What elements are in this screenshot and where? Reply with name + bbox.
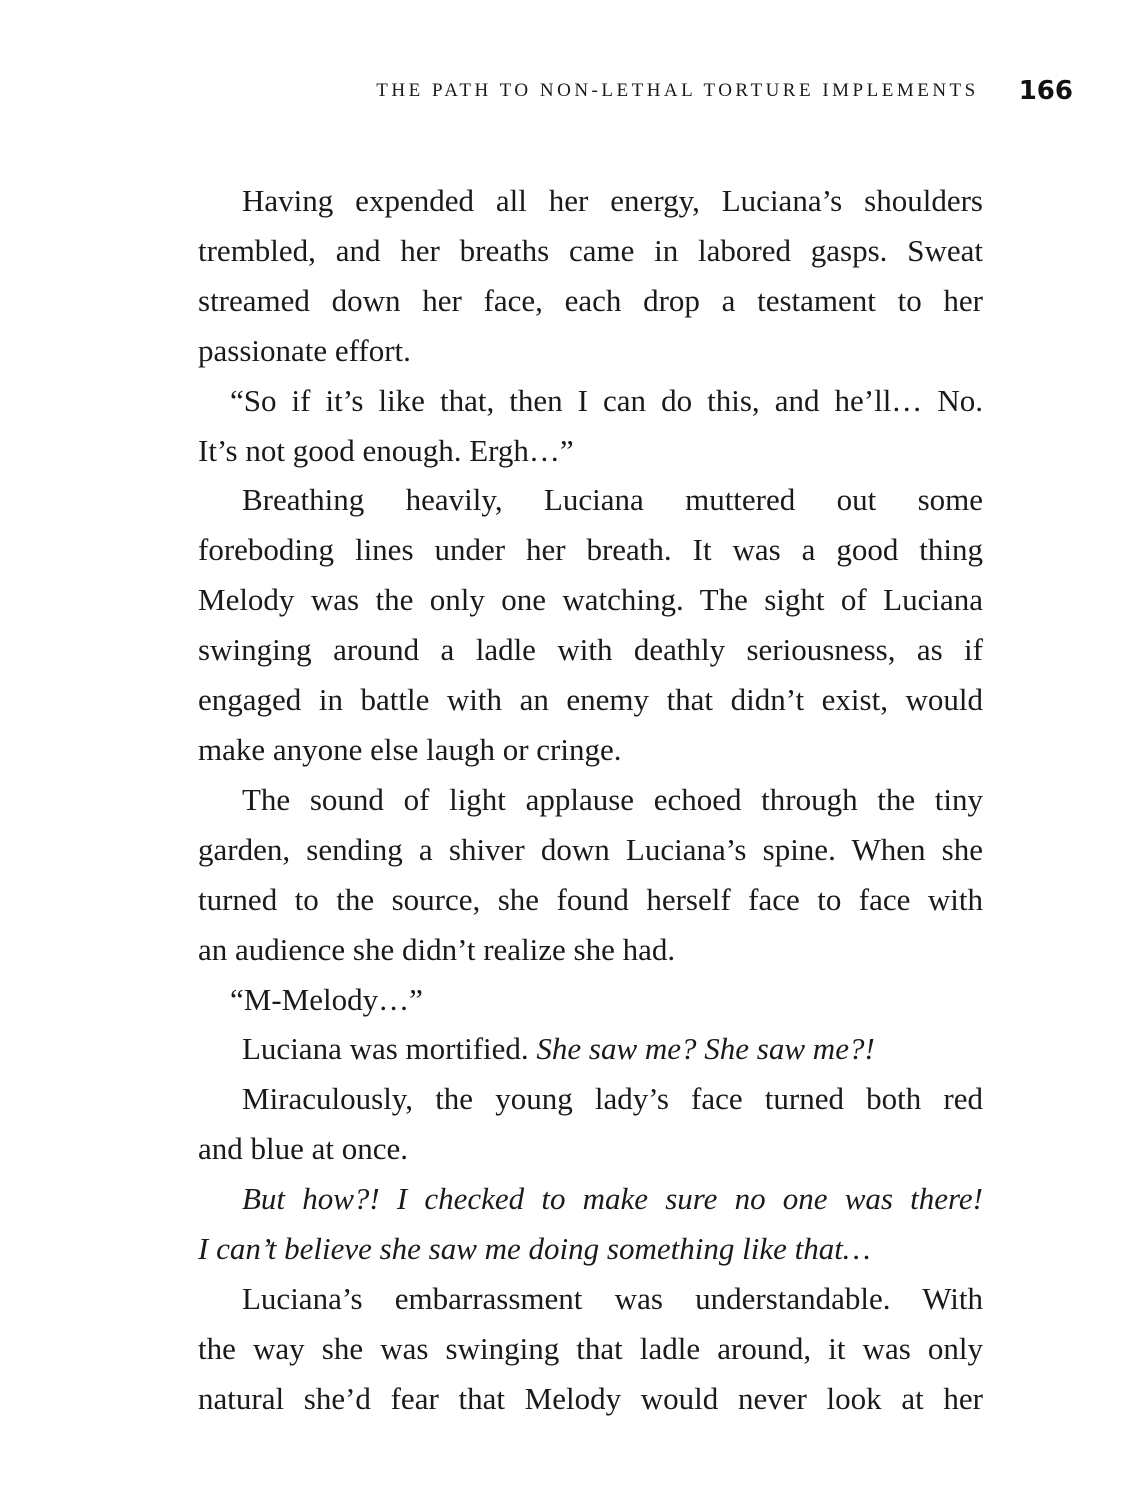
- line-text: Having expended all her energy, Luciana’s shoulders: [242, 183, 983, 218]
- line-text: garden, sending a shiver down Luciana’s spine. When she: [198, 831, 983, 867]
- line-text: Luciana’s embarrassment was understandable. With: [242, 1280, 983, 1316]
- text-line: [198, 675, 983, 725]
- line-text: I can’t believe she saw me doing something like that…: [198, 1231, 871, 1267]
- text-line: [198, 1274, 983, 1324]
- line-text: foreboding lines under her breath. It was a good thing: [198, 532, 983, 568]
- line-text: Luciana was mortified.: [242, 1031, 537, 1067]
- text-line: [198, 1174, 983, 1224]
- chapter-title: THE PATH TO NON-LETHAL TORTURE IMPLEMENTS: [376, 80, 979, 101]
- text-line: [198, 1074, 983, 1124]
- line-text: trembled, and her breaths came in labored gasps. Sweat: [198, 232, 983, 268]
- line-text: make anyone else laugh or cringe.: [198, 731, 622, 767]
- line-text: Melody was the only one watching. The sight of Luciana: [198, 582, 983, 618]
- line-text: swinging around a ladle with deathly seriousness, as if: [198, 632, 983, 668]
- text-line: [198, 1374, 983, 1424]
- line-text: passionate effort.: [198, 332, 411, 368]
- line-text: and blue at once.: [198, 1131, 409, 1167]
- line-text: natural she’d fear that Melody would never look at her: [198, 1380, 983, 1416]
- line-text: It’s not good enough. Ergh…”: [198, 432, 574, 468]
- body-text: [198, 176, 983, 1424]
- line-text: engaged in battle with an enemy that didn’t exist, would: [198, 682, 983, 718]
- line-text: “So if it’s like that, then I can do this, and he’ll… No.: [230, 382, 983, 418]
- line-text: streamed down her face, each drop a testament to her: [198, 282, 983, 318]
- line-text: “M-Melody…”: [230, 981, 423, 1017]
- page-number: 166: [1018, 76, 1073, 106]
- text-line: [198, 825, 983, 875]
- text-line: [198, 525, 983, 575]
- running-header: [180, 76, 1073, 106]
- text-line: [198, 475, 983, 525]
- text-line: [198, 326, 983, 376]
- text-line: [198, 226, 983, 276]
- line-text: turned to the source, she found herself face to face with: [198, 881, 983, 917]
- text-line: [198, 276, 983, 326]
- text-line: [198, 975, 983, 1025]
- text-line: [198, 1224, 983, 1274]
- italic-thought: She saw me? She saw me?!: [536, 1031, 875, 1067]
- text-line: [198, 1124, 983, 1174]
- line-text: an audience she didn’t realize she had.: [198, 931, 676, 967]
- text-line: [198, 875, 983, 925]
- text-line: [198, 625, 983, 675]
- line-text: Miraculously, the young lady’s face turned both red: [242, 1081, 983, 1117]
- text-line: [198, 575, 983, 625]
- text-line: [198, 176, 983, 226]
- text-line: [198, 775, 983, 825]
- text-line: [198, 1324, 983, 1374]
- text-line: [198, 925, 983, 975]
- line-text: Breathing heavily, Luciana muttered out some: [242, 482, 983, 518]
- line-text: The sound of light applause echoed through the tiny: [242, 781, 983, 817]
- text-line: [198, 725, 983, 775]
- text-line: [198, 376, 983, 426]
- text-line: [198, 1024, 983, 1074]
- text-line: [198, 426, 983, 476]
- line-text: the way she was swinging that ladle around, it was only: [198, 1330, 983, 1366]
- line-text: But how?! I checked to make sure no one was there!: [242, 1181, 983, 1217]
